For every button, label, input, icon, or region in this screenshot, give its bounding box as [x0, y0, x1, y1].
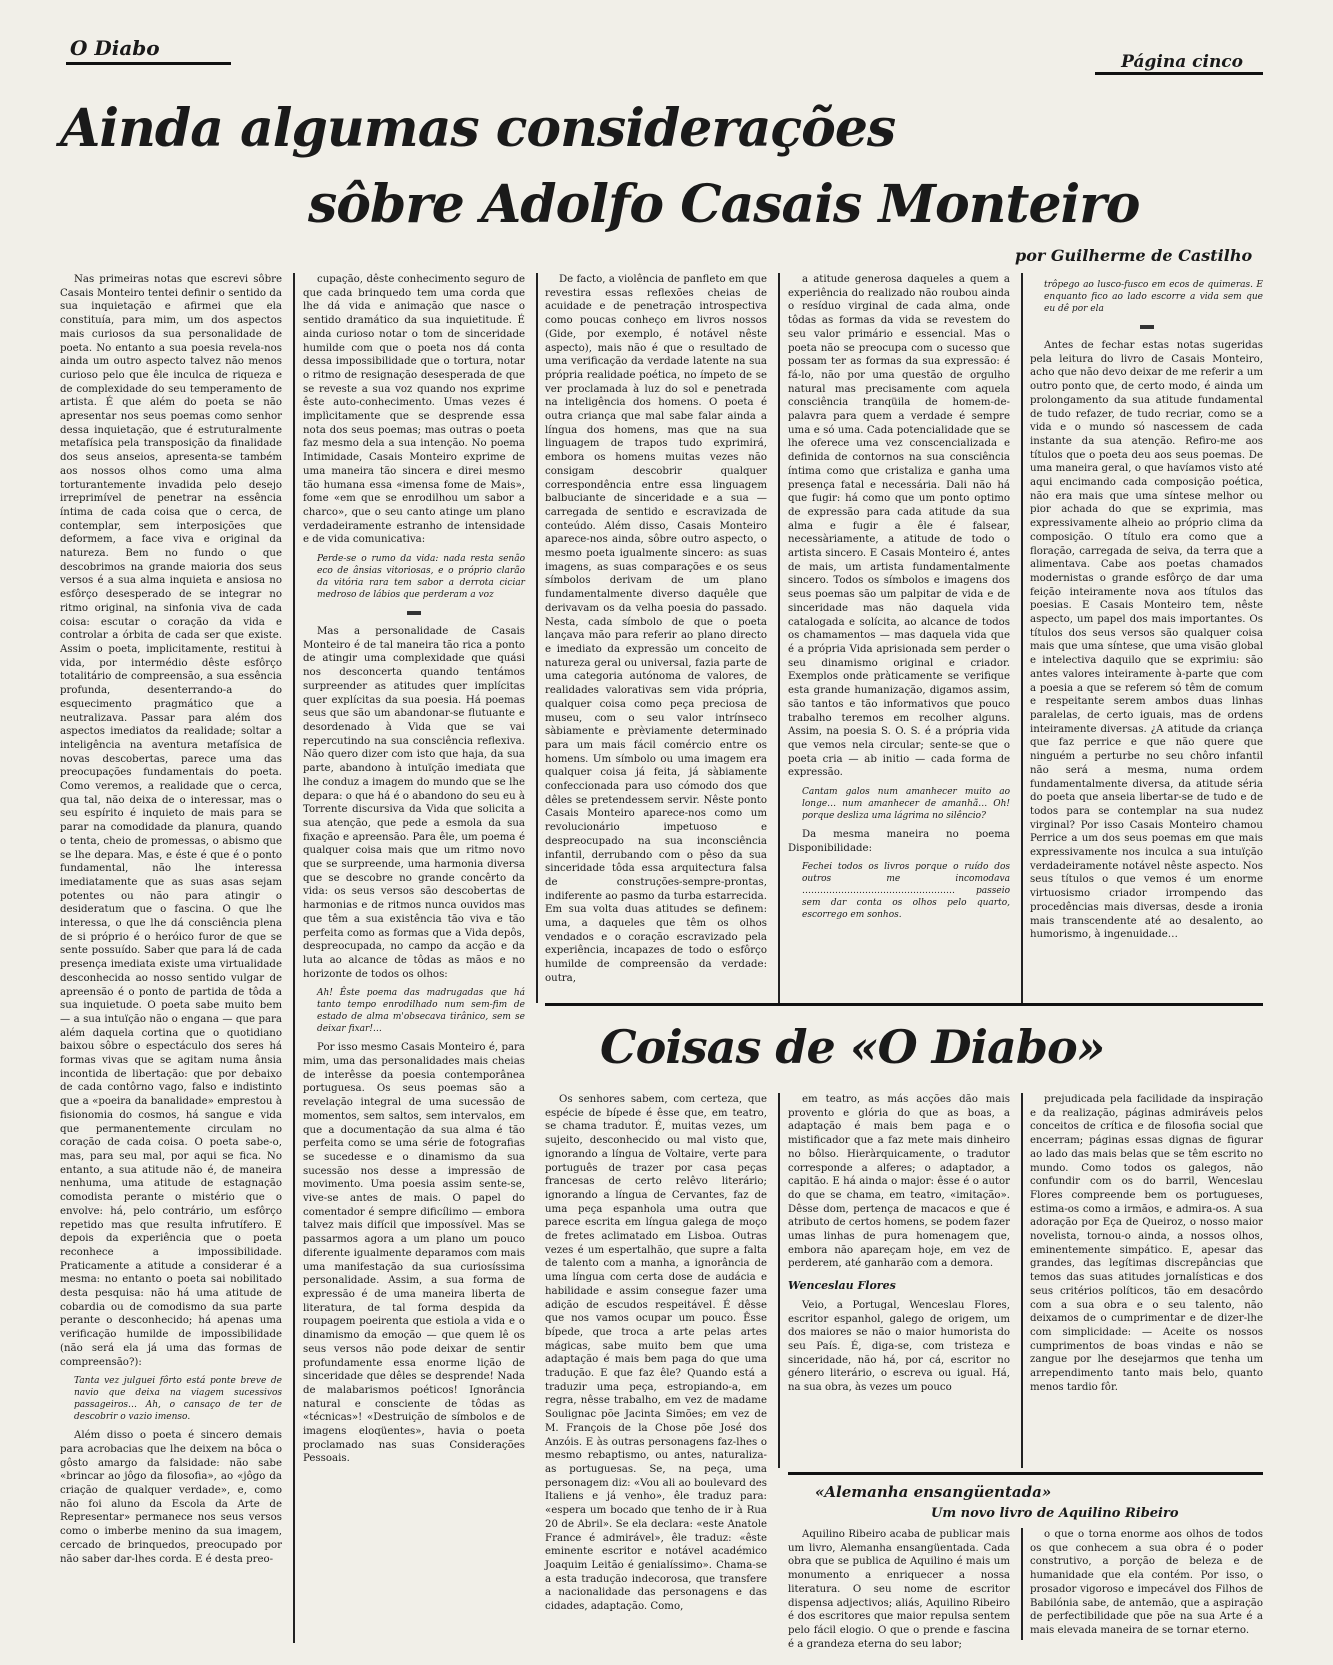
section-separator	[407, 611, 421, 615]
subarticle-byline: Um novo livro de Aquilino Ribeiro	[931, 1506, 1179, 1521]
article1-col5-text: Antes de fechar estas notas sugeridas pela leitura do livro de Casais Monteiro, acho que não devo deixar de me referir a um outro ponto que, de certo modo, é ainda um prolongamento da sua atitude fundamental de tudo refazer, de tudo recriar, como se a vida e o mundo só nascessem de cada instante da sua atenção. Refiro-me aos títulos que o poeta deu aos seus poemas. De uma maneira geral, o que havíamos visto até aqui encimando cada composição poética, não era mais que uma síntese melhor ou pior achada do que se exprimia, mas expressivamente alheio ao próprio clima da composição. O título era como que a floração, carregada de seiva, da terra que a alimentava. Cabe aos poetas chamados modernistas o grande esfôrço de dar uma feição inteiramente nova aos títulos das poesias. E Casais Monteiro tem, nêste aspecto, um papel dos mais importantes. Os títulos dos seus versos são qualquer coisa mais que uma síntese, que uma visão global e intelectiva daquilo que se exprimiu: são antes valores inteiramente à-parte que com a poesia a que se referem só têm de comum e respeitante serem ambos duas linhas paralelas, de certo iguais, mas de ordens inteiramente diversas. ¿A atitude da criança que faz perrice e que não quere que ninguém a perturbe no seu chôro infantil não será a mesma, numa ordem fundamentalmente diversa, da atitude séria do poeta que anseia libertar-se de tudo e de todos para se contemplar na sua nudez virginal? Por isso Casais Monteiro chamou Perrice a um dos seus poemas em que mais expressivamente nos inculca a sua intuïção verdadeiramente notável nêste aspecto. Nos seus títulos o que vemos é um enorme virtuosismo criador irrompendo das procedências mais diversas, desde a ironia mais transcendente até ao desalento, ao humorismo, à ingenuidade…	[1030, 340, 1263, 941]
article1-col5-verse: trôpego ao lusco-fusco em ecos de quimeras. E enquanto fico ao lado escorre a vida sem que eu dê por ela	[1044, 280, 1263, 314]
section-separator	[1140, 325, 1154, 329]
column-divider	[536, 273, 538, 1003]
article2-column-3	[1030, 1093, 1263, 1468]
article1-col4-text: a atitude generosa daqueles a quem a experiência do realizado não roubou ainda o resíduo virginal de cada alma, onde tôdas as formas da vida se revestem do seu valor primário e essencial. Mas o poeta não se preocupa com o sucesso que possam ter as formas da sua expressão: é fá-lo, não por uma questão de orgulho natural mas precisamente com aquela consciência tranqüila de homem-de-palavra para quem a verdade é sempre uma e só uma. Cada potencialidade que se lhe oferece uma vez conscencializada e definida de contornos na sua consciência íntima como que cristaliza e ganha uma presença fatal e necessária. Dali não há que fugir: há como que um ponto optimo de expressão para cada atitude da sua alma e fugir a êle é falsear, necessàriamente, a atitude de todo o artista sincero. E Casais Monteiro é, antes de mais, um artista fundamentalmente sincero. Todos os símbolos e imagens dos seus poemas são um palpitar de vida e de sinceridade mas não daquela vida catalogada e solícita, ao alcance de todos os chamamentos — mas daquela vida que é a própria Vida aprisionada sem perder o seu dinamismo original e criador. Exemplos onde pràticamente se verifique esta grande humanização, digamos assim, são tantos e tão informativos que pouco trabalho teremos em recolher alguns. Assim, na poesia S. O. S. é a própria vida que vemos nela circular; sente-se que o poeta cria — ab initio — cada forma de expressão.	[788, 274, 1010, 779]
article1-column-1	[60, 273, 282, 1643]
column-divider	[778, 273, 780, 1003]
article1-col4-verse: Cantam galos num amanhecer muito ao longe… num amanhecer de amanhã… Oh! porque desliza uma lágrima no silêncio?	[802, 787, 1010, 822]
article1-col2-verse: Perde-se o rumo da vida: nada resta senão eco de ânsias vitoriosas, e o próprio clarão da vitória rara tem sabor a derrota ciciar medroso de lábios que perderam a voz	[317, 554, 525, 601]
article2-col2-text: em teatro, as más acções dão mais provento e glória do que as boas, a adaptação é mais bem paga e o mistificador que a faz mete mais dinheiro no bôlso. Hieràrquicamente, o tradutor corresponde a alferes; o adaptador, a capitão. E há ainda o major: êsse é o autor do que se chama, em teatro, «imitação». Dêsse dom, pertença de macacos e que é atributo de certos homens, se podem fazer umas linhas de pura homenagem que, embora não apareçam hoje, em vez de perderem, até ganharão com a demora.	[788, 1094, 1010, 1270]
column-divider	[293, 273, 295, 1643]
article1-col2-text: cupação, dêste conhecimento seguro de que cada brinquedo tem uma corda que lhe dá vida e animação que nasce o sentido dramático da sua inquietitude. É ainda curioso notar o tom de sinceridade humilde com que o poeta nos dá conta dessa impossibilidade que o tortura, notar o ritmo de resignação desesperada de que se reveste a sua voz quando nos exprime êste auto-conhecimento. Umas vezes é implìcitamente que se desprende essa nota dos seus poemas; mas outras o poeta faz mesmo dela a sua intenção. No poema Intimidade, Casais Monteiro exprime de uma maneira tão sincera e direi mesmo tão humana essa «imensa fome de Mais», fome «em que se enrodilhou um sabor a charco», que o seu canto atinge um plano verdadeiramente estranho de intensidade e de vida comunicativa:	[303, 274, 525, 546]
article2-col2-end: Veio, a Portugal, Wenceslau Flores, escritor espanhol, galego de origem, um dos maiores se não o maior humorista do seu País. É, diga-se, com tristeza e sinceridade, não há, por cá, escritor no género literário, o escreva ou igual. Há, na sua obra, às vezes um pouco	[788, 1299, 1010, 1394]
article1-col4-verse2: Fechei todos os livros porque o ruído dos outros me incomodava …………………………………………… passeio sem dar conta os olhos pelo quarto, escorrego em sonhos.	[802, 862, 1010, 921]
section-divider	[788, 1472, 1263, 1475]
masthead-right: Página cinco	[1121, 52, 1243, 72]
article1-col2-mid: Mas a personalidade de Casais Monteiro é de tal maneira tão rica a ponto de atingir uma complexidade que quási nos desconcerta quando tentámos surpreender as atitudes quer implícitas quer explícitas da sua poesia. Há poemas seus que são um abandonar-se flutuante e desordenado à Vida que se vai repercutindo na sua consciência reflexiva. Não quero dizer com isto que haja, da sua parte, abandono à intuïção imediata que lhe conduz a imagem do mundo que se lhe depara: o que há é o abandono do seu eu à Torrente discursiva da Vida que solicita a sua atenção, que pede a esmola da sua fixação e apreensão. Para êle, um poema é qualquer coisa mais que um ritmo novo que se surpreende, uma harmonia diversa que se descobre no grande concêrto da vida: os seus versos são descobertas de harmonias e de ritmos nunca ouvidos mas que têm a sua existência tão viva e tão perfeita como as formas que a Vida depôs, despreocupada, no campo da acção e da luta ao alcance de tôdas as mãos e no horizonte de todos os olhos:	[303, 626, 525, 980]
article2-column-1	[545, 1093, 767, 1643]
article1-column-2	[303, 273, 525, 1643]
column-divider	[778, 1093, 780, 1468]
article2-column-2	[788, 1093, 1010, 1468]
article-title-line1: Ainda algumas considerações	[60, 98, 896, 159]
article1-column-3	[545, 273, 767, 993]
article1-column-4	[788, 273, 1010, 993]
masthead-left: O Diabo	[70, 36, 160, 60]
article1-col2-verse2: Ah! Êste poema das madrugadas que há tanto tempo enrodilhado num sem-fim de estado de alma m'obsecava tirânico, sem se deixar fixar!…	[317, 988, 525, 1035]
subarticle-col1-text: Aquilino Ribeiro acaba de publicar mais um livro, Alemanha ensangüentada. Cada obra que se publica de Aquilino é mais um monumento a enriquecer a nossa literatura. O seu nome de escritor dispensa adjectivos; aliás, Aquilino Ribeiro é dos escritores que maior repulsa sentem pelo fácil elogio. O que o prende e fascina é a grandeza eterna do seu labor;	[788, 1529, 1010, 1650]
subarticle-column-2	[1030, 1528, 1263, 1643]
article2-col3-text: prejudicada pela facilidade da inspiração e da realização, páginas admiráveis pelos conceitos de crítica e de filosofia social que encerram; páginas essas dignas de figurar ao lado das mais belas que se têm escrito no mundo. Como todos os galegos, não confundir com os do barril, Wenceslau Flores compreende bem os portugueses, estima-os como a irmãos, e admira-os. A sua adoração por Eça de Queiroz, o nosso maior novelista, tornou-o ainda, a nossos olhos, eminentemente simpático. E, apesar das grandes, das legítimas discrepâncias que temos das suas atitudes jornalísticas e dos seus critérios políticos, tão em desacôrdo com a sua obra e o seu talento, não deixamos de o cumprimentar e de dizer-lhe com simplicidade: — Aceite os nossos cumprimentos de boas vindas e não se zangue por lhe desejarmos que tenha um arrependimento tanto mais belo, quanto menos tardio fôr.	[1030, 1094, 1263, 1393]
column-divider	[1021, 1528, 1023, 1640]
section-divider	[545, 1003, 1263, 1006]
subarticle-col2-text: o que o torna enorme aos olhos de todos os que conhecem a sua obra é o poder construtivo, a porção de beleza e de humanidade que ela contém. Por isso, o prosador vigoroso e impecável dos Filhos de Babilónia sabe, de antemão, que a aspiração de perfectibilidade que põe na sua Arte é a mais elevada maneira de se tornar eterno.	[1030, 1529, 1263, 1636]
article1-col1-text: Nas primeiras notas que escrevi sôbre Casais Monteiro tentei definir o sentido da sua inquietação e afirmei que ela constituía, para mim, um dos aspectos mais curiosos da sua personalidade de poeta. No entanto a sua poesia revela-nos ainda um outro aspecto talvez não menos curioso pelo que êle inculca de riqueza e de complexidade do seu temperamento de artista. É que além do poeta se não apresentar nos seus poemas como senhor dessa inquietação, que é estruturalmente metafísica pela transposição da finalidade dos seus anseios, apresenta-se também aos nossos olhos como uma alma torturantemente invadida pelo desejo irreprimível de penetrar na essência íntima de cada coisa que o cerca, de contemplar, sem interposições que deformem, a face viva e original da natureza. Bem no fundo o que descobrimos na grande maioria dos seus versos é a sua alma inquieta e ansiosa no esfôrço desesperado de se integrar no ritmo original, na sinfonia viva de cada coisa: escutar o coração da vida e controlar a órbita de cada ser que existe. Assim o poeta, implicitamente, restitui à vida, por intermédio dêste esfôrço totalitário de compreensão, a sua essência profunda, desenterrando-a do esquecimento pragmático que a neutralizava. Passar para além dos aspectos imediatos da realidade; soltar a inteligência na aventura metafísica de novas descobertas, parece uma das preocupações fundamentais do poeta. Como veremos, a realidade que o cerca, qua tal, não deixa de o interessar, mas o seu espírito é inquieto de mais para se parar na comodidade da planura, quando o tenta, cheio de promessas, o abismo que se lhe depara. Mas, e éste é que é o ponto fundamental, não lhe interessa imediatamente que as suas asas sejam potentes ou não para atingir o desideratum que o fascina. O que lhe interessa, o que lhe dá consciência plena de si próprio é o heróico furor de que se sente possuído. Saber que para lá de cada presença imediata existe uma virtualidade desconhecida ao nosso sentido vulgar de apreensão é o ponto de partida de tôda a sua inquietude. O poeta sabe muito bem — a sua intuïção não o engana — que para além daquela cortina que o quotidiano baixou sôbre o espectáculo dos seres há formas vivas que se agitam numa ânsia incontida de libertação: que por debaixo de cada contôrno vago, falso e indistinto que a «poeira da banalidade» emprestou à fisionomia do cosmos, há sangue e vida que permanentemente circulam no coração de cada coisa. O poeta sabe-o, mas, para seu mal, por aqui se fica. No entanto, a sua atitude não é, de maneira nenhuma, uma atitude de estagnação comodista perante o mistério que o envolve: há, pelo contrário, um esfôrço repetido mas que resulta infrutífero. E depois da experiência que o poeta reconhece a impossibilidade. Praticamente a atitude a considerar é a mesma: no entanto o poeta sai nobilitado desta pesquisa: não há uma atitude de cobardia ou de comodismo da sua parte perante o desconhecido; há apenas uma verificação humilde de impossibilidade (não será ela já uma das formas de compreensão?):	[60, 274, 282, 1368]
article-byline: por Guilherme de Castilho	[1015, 246, 1253, 265]
article-title-line2: sôbre Adolfo Casais Monteiro	[308, 174, 1140, 235]
article1-col1-end: Além disso o poeta é sincero demais para acrobacias que lhe deixem na bôca o gôsto amargo da falsidade: não sabe «brincar ao jôgo da filosofia», ao «jôgo da criação de qualquer verdade», e, como não foi aluno da Escola da Arte de Representar» permanece nos seus versos como o imberbe menino da sua imagem, cercado de brinquedos, preocupado por não saber dar-lhes corda. E é desta preo-	[60, 1430, 282, 1565]
article1-column-5	[1030, 273, 1263, 993]
subarticle-column-1	[788, 1528, 1010, 1650]
article2-col2-heading: Wenceslau Flores	[788, 1279, 896, 1293]
article1-col4-mid: Da mesma maneira no poema Disponibilidade:	[788, 829, 1010, 854]
column-divider	[1021, 1093, 1023, 1468]
article2-col1-text: Os senhores sabem, com certeza, que espécie de bípede é êsse que, em teatro, se chama tradutor. É, muitas vezes, um sujeito, desconhecido ou mal visto que, ignorando a língua de Voltaire, verte para português de trazer por casa peças francesas de certo relêvo literário; ignorando a língua de Cervantes, faz de uma peça espanhola uma outra que parece escrita em língua galega de moço de fretes aclimatado em Lisboa. Outras vezes é um espertalhão, que supre a falta de talento com a manha, a ignorância de uma língua com certa dose de audácia e habilidade e assim consegue fazer uma adição de escudos respeitável. É dêsse que nos vamos ocupar um pouco. Êsse bípede, que troca a arte pelas artes mágicas, sabe muito bem que uma adaptação é mais bem paga do que uma tradução. E que faz êle? Quando está a traduzir uma peça, estropiando-a, em regra, nêsse trabalho, em vez de madame Soulignac põe Jacinta Simões; em vez de M. François de la Chose põe José dos Anzóis. E às outras personagens faz-lhes o mesmo rebaptismo, ou antes, naturaliza-as portuguesas. Se, na peça, uma personagem diz: «Vou ali ao boulevard des Italiens e já venho», êle traduz para: «espera um bocado que tenho de ir à Rua 20 de Abril». Se ela declara: «este Anatole France é admirável», êle traduz: «êste eminente escritor e notável académico Joaquim Leitão é genialíssimo». Chama-se a esta tradução indecorosa, que transfere a nacionalidade das personagens e das cidades, adaptação. Como,	[545, 1094, 767, 1613]
masthead-rule-right	[1095, 72, 1263, 75]
article1-col1-verse: Tanta vez julguei fôrto está ponte breve de navio que deixa na viagem sucessivos passageiros… Ah, o cansaço de ter de descobrir o vazio imenso.	[74, 1376, 282, 1423]
article1-col2-end: Por isso mesmo Casais Monteiro é, para mim, uma das personalidades mais cheias de interêsse da poesia contemporânea portuguesa. Os seus poemas são a revelação integral de uma sucessão de momentos, sem saltos, sem intervalos, em que a documentação da sua alma é tão perfeita como se uma série de fotografias se sucedesse e o dinamismo da sua sucessão nos desse a impressão de movimento. Uma poesia assim sente-se, vive-se antes de mais. O papel do comentador é sempre dificílimo — embora talvez mais difícil que impossível. Mas se passarmos agora a um plano um pouco diferente igualmente deparamos com mais uma manifestação da sua curiosíssima personalidade. Assim, a sua forma de expressão é de uma maneira liberta de literatura, de tal forma despida da roupagem poeirenta que estiola a vida e o dinamismo da emoção — que quem lê os seus versos não pode deixar de sentir profundamente essa enorme lição de sinceridade que dêles se desprende! Nada de malabarismos poéticos! Ignorância natural e consciente de tôdas as «técnicas»! «Destruição de símbolos e de imagens eloqüentes», havia o poeta proclamado nas suas Considerações Pessoais.	[303, 1042, 525, 1465]
article2-title: Coisas de «O Diabo»	[600, 1020, 1105, 1074]
article1-col3-text: De facto, a violência de panfleto em que revestira essas reflexões cheias de acuidade e de penetração introspectiva como poucas conheço em livros nossos (Gide, por exemplo, é notável nêste aspecto), mais não é que o resultado de uma verificação da verdade latente na sua própria realidade poética, no ímpeto de se ver proclamada à luz do sol e penetrada na inteligência dos homens. O poeta é outra criança que mal sabe falar ainda a língua dos homens, mas que na sua linguagem de trapos tudo exprimirá, embora os homens muitas vezes não consigam descobrir qualquer correspondência entre essa linguagem balbuciante de sinceridade e a sua — carregada de sentido e escravizada de conteúdo. Além disso, Casais Monteiro aparece-nos ainda, sôbre outro aspecto, o mesmo poeta igualmente sincero: as suas imagens, as suas comparações e os seus símbolos derivam de um plano fundamentalmente diverso daquêle que derivavam os da velha poesia do passado. Nesta, cada símbolo de que o poeta lançava mão para referir ao plano directo e imediato da expressão um conceito de natureza geral ou universal, fazia parte de uma categoria autónoma de valores, de realidades valorativas sem vida própria, qualquer coisa como peça preciosa de museu, com o seu valor intrínseco sàbiamente e prèviamente determinado para um mais fácil comércio entre os homens. Um símbolo ou uma imagem era qualquer coisa já feita, já sàbiamente confeccionada para uso cómodo dos que dêles se pretendessem servir. Nêste ponto Casais Monteiro aparece-nos como um revolucionário impetuoso e despreocupado na sua inconsciência infantil, derrubando com o pêso da sua sinceridade tôda essa arquitectura falsa de construções-sempre-prontas, indiferente ao pasmo da turba estarrecida. Em sua volta duas atitudes se definem: uma, a daqueles que têm os olhos vendados e o coração escravizado pela experiência, incapazes de todo o esfôrço humilde de compreensão da verdade: outra,	[545, 274, 767, 984]
subarticle-title: «Alemanha ensangüentada»	[815, 1483, 1052, 1501]
column-divider	[1021, 273, 1023, 1003]
masthead-rule-left	[66, 62, 231, 65]
